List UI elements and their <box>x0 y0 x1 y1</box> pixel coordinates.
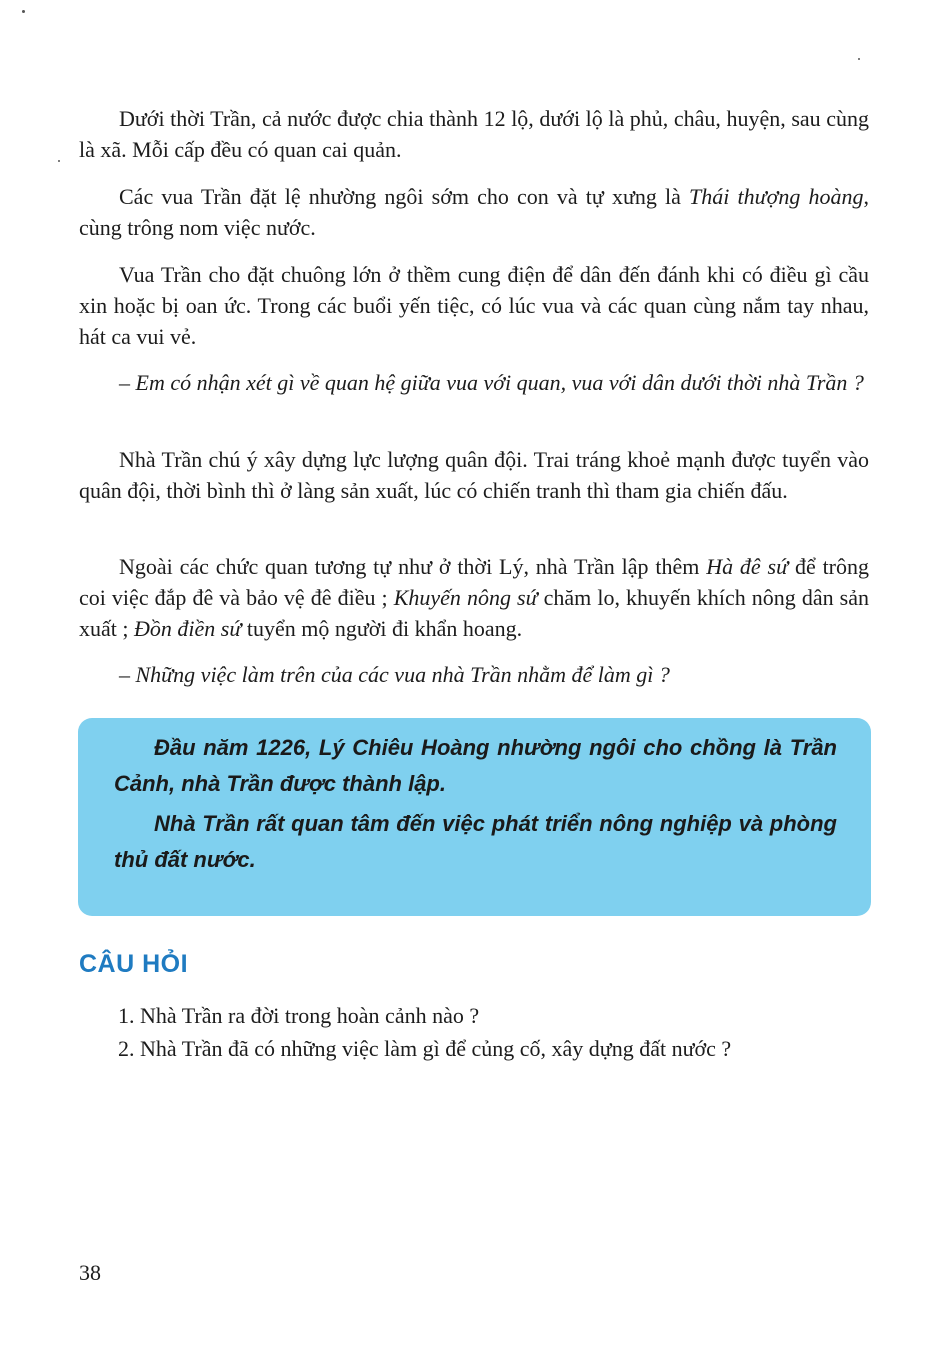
scan-speck <box>858 58 860 60</box>
term-ha-de-su: Hà đê sứ <box>706 554 789 579</box>
term-thai-thuong-hoang: Thái thượng hoàng <box>689 184 864 209</box>
paragraph-text: , cùng trông nom việc nước. <box>79 184 869 240</box>
paragraph-text: để trông coi việc đắp đê và bảo vệ đê điều ; <box>79 554 870 610</box>
discussion-question-2: – Những việc làm trên của các vua nhà Trần nhằm để làm gì ? <box>119 662 670 687</box>
paragraph-new-officials <box>79 551 869 644</box>
questions-heading: CÂU HỎI <box>79 950 189 978</box>
paragraph-army: Nhà Trần chú ý xây dựng lực lượng quân đội. Trai tráng khoẻ mạnh được tuyển vào quân đội, thời bình thì ở làng sản xuất, lúc có chiến tranh thì tham gia chiến đấu. <box>79 447 869 503</box>
paragraph-thai-thuong-hoang <box>79 181 869 243</box>
paragraph-bell-and-banquets: Vua Trần cho đặt chuông lớn ở thềm cung điện để dân đến đánh khi có điều gì cầu xin hoặc bị oan ức. Trong các buổi yến tiệc, có lúc vua và các quan cùng nắm tay nhau, hát ca vui vẻ. <box>79 262 869 349</box>
summary-line-founding: Đầu năm 1226, Lý Chiêu Hoàng nhường ngôi cho chồng là Trần Cảnh, nhà Trần được thành lập. <box>114 735 837 796</box>
paragraph-text: Các vua Trần đặt lệ nhường ngôi sớm cho con và tự xưng là <box>119 184 690 209</box>
paragraph-administration: Dưới thời Trần, cả nước được chia thành 12 lộ, dưới lộ là phủ, châu, huyện, sau cùng là xã. Mỗi cấp đều có quan cai quản. <box>79 106 869 162</box>
paragraph-text: chăm lo, khuyến khích nông dân sản xuất ; <box>79 585 869 641</box>
paragraph-text: tuyển mộ người đi khẩn hoang. <box>241 616 523 641</box>
scan-speck <box>58 160 60 162</box>
term-khuyen-nong-su: Khuyến nông sứ <box>393 585 538 610</box>
page-number: 38 <box>79 1260 101 1285</box>
term-don-dien-su: Đồn điền sứ <box>134 616 242 641</box>
summary-box <box>78 718 871 916</box>
question-item: 1. Nhà Trần ra đời trong hoàn cảnh nào ? <box>118 1003 480 1028</box>
questions-list <box>118 999 878 1065</box>
scan-speck <box>22 10 25 13</box>
summary-line-agriculture: Nhà Trần rất quan tâm đến việc phát triển nông nghiệp và phòng thủ đất nước. <box>114 811 837 872</box>
question-item: 2. Nhà Trần đã có những việc làm gì để củng cố, xây dựng đất nước ? <box>118 1036 732 1061</box>
discussion-question-1: – Em có nhận xét gì về quan hệ giữa vua với quan, vua với dân dưới thời nhà Trần ? <box>119 370 864 395</box>
paragraph-text: Ngoài các chức quan tương tự như ở thời Lý, nhà Trần lập thêm <box>119 554 707 579</box>
